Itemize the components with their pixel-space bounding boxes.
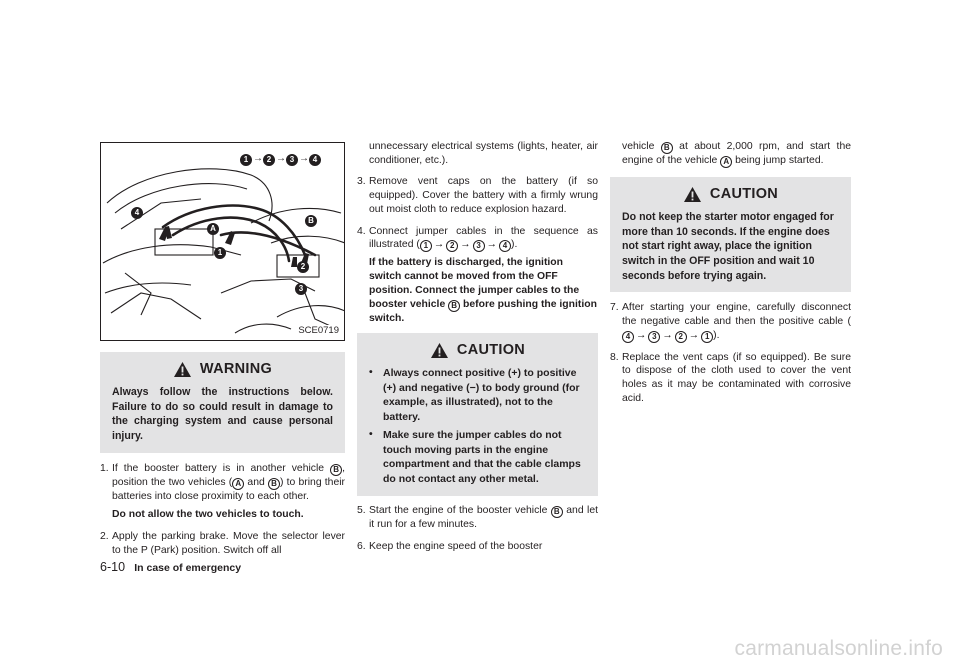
badge-b: B (551, 506, 563, 518)
badge-4: 4 (622, 331, 634, 343)
arrow-icon: → (253, 153, 263, 164)
badge-a: A (720, 156, 732, 168)
caution-box (357, 333, 598, 496)
badge-3: 3 (648, 331, 660, 343)
badge-4: 4 (499, 240, 511, 252)
step-text: ). (511, 239, 518, 251)
warning-title: WARNING (199, 361, 273, 377)
engine-bay-drawing (101, 143, 345, 341)
step-1 (100, 462, 345, 522)
section-title: In case of emergency (134, 562, 242, 574)
arrow-icon: → (688, 329, 700, 341)
caution-title: CAUTION (709, 186, 779, 202)
arrow-icon: → (486, 239, 497, 251)
step-number: 1. (100, 462, 109, 474)
step-text: ). (713, 329, 720, 341)
badge-b: B (268, 478, 280, 490)
step-number: 4. (357, 225, 366, 237)
warning-box (100, 352, 345, 453)
jump-start-illustration (100, 142, 345, 341)
step-note: Do not allow the two vehicles to touch. (112, 509, 304, 521)
callout-2: 2 (297, 261, 309, 273)
step-number: 5. (357, 505, 366, 517)
arrow-icon: → (460, 239, 471, 251)
caution-header (622, 185, 839, 204)
step-text: and (247, 476, 265, 488)
badge-2: 2 (446, 240, 458, 252)
callout-vehicle-a: A (207, 223, 219, 235)
step-number: 7. (610, 302, 619, 314)
callout-2-top: 2 (263, 154, 275, 166)
step-note: before pushing the ignition switch. (369, 298, 597, 324)
step-6 (357, 540, 598, 554)
badge-3: 3 (473, 240, 485, 252)
figure-id: SCE0719 (298, 325, 339, 337)
step-text: , position the two vehicles ( (112, 462, 346, 488)
step-2-continued: unnecessary electrical systems (lights, heater, air conditioner, etc.). (369, 141, 598, 166)
arrow-icon: → (276, 153, 286, 164)
step-4 (357, 225, 598, 326)
step-text: and let it run for a few minutes. (369, 505, 599, 531)
caution-text: Do not keep the starter motor engaged for more than 10 seconds. If the engine does not start right away, place the ignition switch in the OFF position and wait 10 seconds before trying again. (622, 211, 834, 282)
arrow-icon: → (433, 239, 445, 251)
arrow-icon: → (299, 153, 309, 164)
caution-text: Always connect positive (+) to positive (+) and negative (−) to body ground (for example, as illustrated), not to the battery. (383, 367, 580, 423)
badge-b: B (661, 142, 673, 154)
step-8 (610, 351, 851, 406)
callout-vehicle-b: B (305, 215, 317, 227)
caution-title: CAUTION (456, 342, 526, 359)
badge-a: A (232, 478, 244, 490)
step-text: After starting your engine, carefully disconnect the negative cable and then the positive cable ( (622, 302, 851, 327)
step-text: Start the engine of the booster vehicle (369, 505, 548, 517)
step-text: Replace the vent caps (if so equipped). Be sure to dispose of the cloth used to cover the vent holes as it may be contaminated with corrosive acid. (622, 351, 851, 404)
warning-header (112, 360, 333, 379)
step-number: 2. (100, 531, 109, 543)
step-text: If the booster battery is in another vehicle (112, 462, 325, 474)
step-number: 8. (610, 351, 619, 363)
callout-4-top: 4 (309, 154, 321, 166)
callout-1: 1 (214, 247, 226, 259)
column-middle (357, 140, 598, 554)
badge-1: 1 (701, 331, 713, 343)
step-2 (100, 530, 345, 557)
warning-text: Always follow the instructions below. Failure to do so could result in damage to the charging system and cause personal injury. (112, 386, 333, 442)
step-text: Connect jumper cables in the sequence as illustrated ( (369, 225, 598, 251)
step-6-continued: vehicle B at about 2,000 rpm, and start the engine of the vehicle A being jump started. (622, 141, 852, 166)
step-7 (610, 301, 851, 342)
warning-triangle-icon (173, 361, 192, 378)
arrow-icon: → (636, 329, 647, 341)
badge-b: B (330, 464, 342, 476)
caution-item: • Always connect positive (+) to positive (+) and negative (−) to body ground (for example, as illustrated), not to the battery. (369, 366, 586, 424)
step-5 (357, 504, 598, 532)
caution-triangle-icon (430, 342, 449, 359)
callout-4: 4 (131, 207, 143, 219)
watermark: carmanualsonline.info (734, 637, 943, 660)
callout-3-top: 3 (286, 154, 298, 166)
step-3 (357, 175, 598, 216)
caution-header (369, 341, 586, 360)
page-number: 6-10 (100, 560, 126, 574)
callout-1-top: 1 (240, 154, 252, 166)
step-text: Apply the parking brake. Move the selector lever to the P (Park) position. Switch off all (112, 531, 345, 556)
step-note: If the battery is discharged, the ignition switch cannot be moved from the OFF position. Connect the jumper cables to the booster vehicle (369, 257, 580, 310)
caution-text: Make sure the jumper cables do not touch moving parts in the engine compartment and that the cable clamps do not contact any other metal. (383, 429, 581, 485)
caution-triangle-icon (683, 186, 702, 203)
step-text: Remove vent caps on the battery (if so equipped). Cover the battery with a firmly wrung out moist cloth to reduce explosion hazard. (369, 176, 598, 215)
page-footer (100, 559, 241, 576)
column-left (100, 142, 345, 558)
step-number: 3. (357, 176, 366, 188)
caution-item: • Make sure the jumper cables do not touch moving parts in the engine compartment and that the cable clamps do not contact any other metal. (369, 428, 586, 486)
step-text: to bring their batteries into close proximity to each other. (112, 476, 346, 502)
column-right (610, 140, 851, 406)
caution-box-2 (610, 177, 851, 292)
badge-b: B (448, 300, 460, 312)
step-text: Keep the engine speed of the booster (369, 541, 543, 553)
badge-1: 1 (420, 240, 432, 252)
arrow-icon: → (662, 329, 673, 341)
step-number: 6. (357, 541, 366, 553)
step-text: ) (279, 476, 284, 488)
badge-2: 2 (675, 331, 687, 343)
callout-3: 3 (295, 283, 307, 295)
